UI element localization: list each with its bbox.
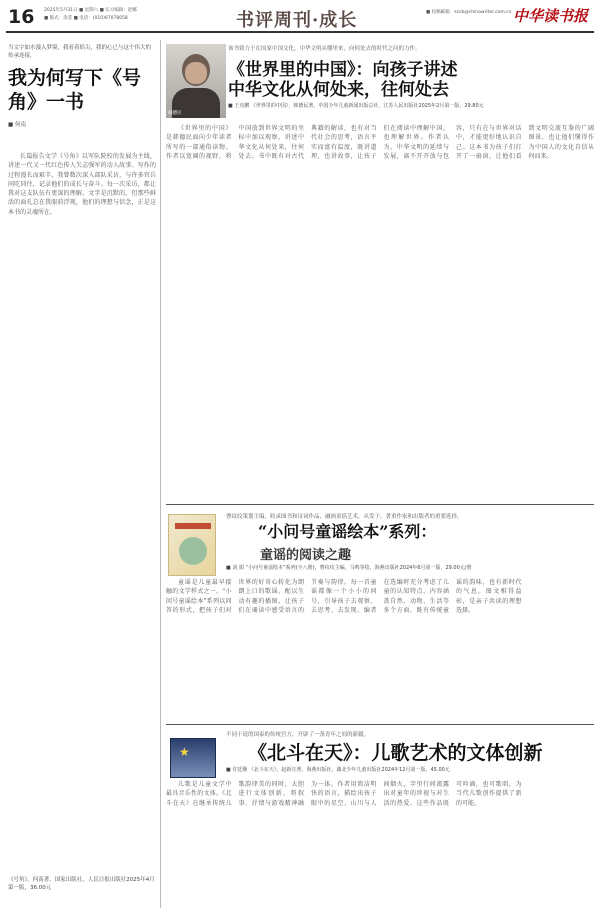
left-article-text: 长篇报告文学《号角》以军队院校的发展为主线，讲述一代又一代红色传人矢志强军的动人故事。写作的过程漫长而艰辛，我曾数次深入部队采访，与许多官兵同吃同住，记录他们的成长与奋斗。每一次采访，都让我对这支队伍有更深的理解。文字是沉默的，但那些鲜活的面孔总在我眼前浮现，他们的理想与信念，正是这本书的灵魂所在。 xyxy=(8,153,156,216)
article1-title xyxy=(228,60,458,100)
editor-line: ■ 版式：余荟 ■ 电话：(010)67078058 xyxy=(44,16,128,21)
left-article-lede: 当文字如水漫入梦境，我看着焰尖，我的心已与这个伟大的传承连接。 xyxy=(8,45,152,59)
article1-label: 该书致力于在国家中国文化，中华文明从哪里来，向何处去的时代之问的力作。 xyxy=(228,46,421,52)
page-header xyxy=(6,4,594,30)
article3-body xyxy=(166,780,594,906)
newspaper-logo: 中华读书报 xyxy=(512,7,588,25)
book-cover-image xyxy=(168,514,216,576)
left-article-footer: 《号角》，何南著，国家出版社，人民日报出版社2025年4月第一版，36.00元 xyxy=(8,877,155,891)
page-number: 16 xyxy=(8,6,35,28)
article2-subtitle: 童谣的阅读之趣 xyxy=(260,548,352,563)
contact-email: ■ 投稿邮箱：szcb@chinawriter.com.cn xyxy=(426,10,512,15)
photo-caption: 韩德民 xyxy=(168,111,182,116)
article-divider xyxy=(166,724,594,725)
article3-text: 儿歌是儿童文学中最具音乐性的文体。《北斗在天》在继承传统儿歌韵律美的同时，大胆进行文体创新，将叙事、抒情与游戏精神融为一体。作者用简洁明快的语言，描绘出孩子眼中的星空、山川与人间烟火，字里行间流露出对童年的珍视与对生活的热爱。这些作品既可吟诵，也可歌唱，为当代儿歌创作提供了新的可能。 xyxy=(166,781,522,807)
article3-label: 不同于说的国泰的传统宫方，开辟了一条青年之间的新疆。 xyxy=(226,732,370,738)
author-photo xyxy=(166,44,226,118)
book-cover-image: ★ xyxy=(170,738,216,778)
article3-title: 《北斗在天》：儿歌艺术的文体创新 xyxy=(248,742,543,764)
article1-title-line2: 中华文化从何处来，往何处去 xyxy=(228,80,449,100)
article2-title: “小问号童谣绘本”系列： xyxy=(258,522,437,541)
left-article-body xyxy=(8,152,156,870)
article1-body xyxy=(166,124,594,480)
article2-label: 曹纹纹策划主编，收录图书和诗词作品，融画童谣艺术，从发于，著重作家和出版者的重要选择。 xyxy=(226,514,463,520)
article-world-china xyxy=(166,44,594,160)
article1-byline: ■ 王克鹏 《世界里的中国》，韩德民著，中国少年儿童新闻出版总社，江苏人民出版社2025年2月第一版，29.80元 xyxy=(228,103,484,109)
section-title: 书评周刊·成长 xyxy=(236,10,358,31)
column-divider xyxy=(160,40,161,908)
article3-byline: ■ 许廷顺 《北斗在天》，赵新庄著，海燕出版社，湖北少年儿童出版社2024年12月第一版，45.00元 xyxy=(226,767,450,773)
article2-byline: ■ 刘 娟 “小问号童谣绘本”系列(全八册)，曹纹纹主编，马鸣等绘，海燕出版社2024年6月第一版，29.00元/册 xyxy=(226,565,472,571)
article2-text: 童谣是儿童最早接触的文学样式之一。“小问号童谣绘本”系列以问答的形式，把孩子们对世界的好奇心转化为朗朗上口的歌谣，配以生动有趣的插图，让孩子们在诵读中感受语言的节奏与韵律。每一首童谣都像一个小小的问号，引导孩子去观察、去思考、去发现。编者在选编时充分考虑了儿童的认知特点，内容涵盖自然、动物、生活等多个方面，既有传统童谣的韵味，也有新时代的气息。图文相得益彰，是亲子共读的理想选择。 xyxy=(166,579,522,614)
date-line: 2025年5月31日 ■ 星期六 ■ 实习编辑：赵娜 xyxy=(44,8,137,13)
article-divider xyxy=(166,504,594,505)
header-rule xyxy=(6,31,594,33)
left-article-title: 我为何写下《号角》一书 xyxy=(8,67,142,113)
article1-text: 《世界里的中国》是韩德民面向少年读者所写的一部通俗读物。作者以宽阔的视野，将中国放到世界文明的坐标中加以观察，讲述中华文化从何处来，往何处去。书中既有对古代典籍的解读，也有对当代社会的思考，语言平实而富有温度，既讲道理，也讲故事，让孩子们在阅读中理解中国，也理解世界。作者认为，中华文明的延续与发展，离不开开放与包容，只有在与世界对话中，才能更好地认识自己。这本书为孩子们打开了一扇窗，让他们看到文明交流互鉴的广阔图景，也让他们懂得作为中国人的文化自信从何而来。 xyxy=(166,125,594,160)
left-article-byline: ■ 何南 xyxy=(8,122,26,128)
left-article xyxy=(8,44,156,128)
article1-title-line1: 《世界里的中国》：向孩子讲述 xyxy=(228,60,458,80)
